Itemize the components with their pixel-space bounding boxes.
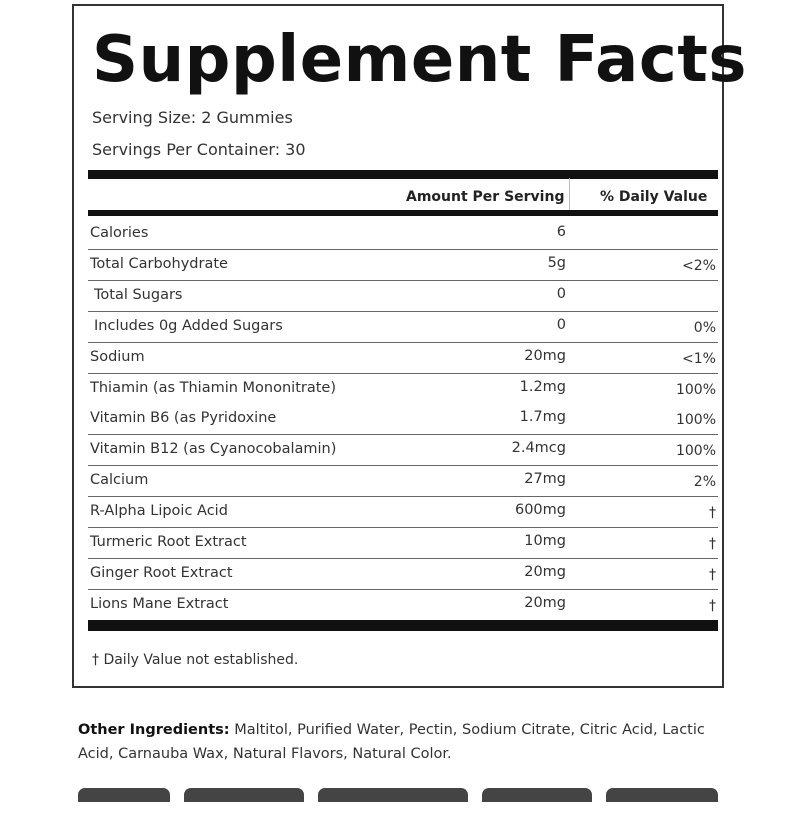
header-separator <box>569 178 570 214</box>
nutrient-name: Turmeric Root Extract <box>90 534 247 550</box>
thick-divider-top <box>88 170 718 179</box>
nutrient-amount: 0 <box>556 286 566 302</box>
table-row <box>88 374 718 405</box>
table-row <box>88 559 718 590</box>
daily-value-header: % Daily Value <box>600 189 708 205</box>
nutrient-daily-value: 0% <box>693 320 716 336</box>
thick-divider-bottom <box>88 620 718 631</box>
nutrient-name: Calories <box>90 225 149 241</box>
nutrient-daily-value: 100% <box>675 412 716 428</box>
servings-per-container: Servings Per Container: 30 <box>92 140 306 159</box>
thick-divider-header <box>88 210 718 216</box>
nutrient-amount: 5g <box>547 255 566 271</box>
table-row <box>88 343 718 374</box>
nutrient-amount: 20mg <box>524 564 566 580</box>
nutrient-name: Thiamin (as Thiamin Mononitrate) <box>90 380 336 396</box>
table-row <box>88 528 718 559</box>
nutrient-daily-value: 100% <box>675 382 716 398</box>
table-row <box>88 497 718 528</box>
nutrient-name: R-Alpha Lipoic Acid <box>90 503 228 519</box>
table-row <box>88 435 718 466</box>
other-ingredients-text: Maltitol, Purified Water, Pectin, Sodium Citrate, Citric Acid, Lactic Acid, Carnauba Wax, Natural Flavors, Natural Color. <box>78 722 705 762</box>
table-row <box>88 281 718 312</box>
panel-title: Supplement Facts <box>92 23 747 97</box>
table-row <box>88 590 718 621</box>
nutrient-name: Total Sugars <box>94 287 183 303</box>
nutrient-daily-value: † <box>709 598 716 614</box>
cropped-text-line <box>78 784 718 824</box>
nutrient-daily-value: 100% <box>675 443 716 459</box>
nutrient-name: Vitamin B6 (as Pyridoxine <box>90 410 277 426</box>
footnote: † Daily Value not established. <box>92 652 299 668</box>
nutrient-name: Total Carbohydrate <box>90 256 228 272</box>
nutrient-name: Includes 0g Added Sugars <box>94 318 283 334</box>
nutrient-amount: 20mg <box>524 348 566 364</box>
nutrient-name: Lions Mane Extract <box>90 596 229 612</box>
nutrient-daily-value: † <box>709 536 716 552</box>
nutrient-amount: 27mg <box>524 471 566 487</box>
other-ingredients-label: Other Ingredients: <box>78 722 230 738</box>
nutrient-daily-value: <2% <box>682 258 716 274</box>
nutrient-name: Sodium <box>90 349 145 365</box>
supplement-facts-panel <box>72 4 747 688</box>
nutrient-daily-value: † <box>709 505 716 521</box>
serving-size: Serving Size: 2 Gummies <box>92 108 293 127</box>
nutrient-amount: 2.4mcg <box>511 440 566 456</box>
nutrient-daily-value: † <box>709 567 716 583</box>
nutrient-amount: 0 <box>556 317 566 333</box>
other-ingredients <box>78 718 738 766</box>
nutrient-amount: 600mg <box>514 502 566 518</box>
nutrient-name: Ginger Root Extract <box>90 565 233 581</box>
nutrient-daily-value: 2% <box>693 474 716 490</box>
amount-per-serving-header: Amount Per Serving <box>406 189 565 205</box>
nutrient-amount: 1.7mg <box>519 409 566 425</box>
table-row <box>88 250 718 281</box>
nutrient-name: Calcium <box>90 472 149 488</box>
nutrient-name: Vitamin B12 (as Cyanocobalamin) <box>90 441 337 457</box>
nutrient-amount: 20mg <box>524 595 566 611</box>
table-row <box>88 404 718 435</box>
nutrient-amount: 1.2mg <box>519 379 566 395</box>
nutrient-amount: 10mg <box>524 533 566 549</box>
nutrient-daily-value: <1% <box>682 351 716 367</box>
nutrient-amount: 6 <box>556 224 566 240</box>
table-row <box>88 312 718 343</box>
table-row <box>88 219 718 250</box>
table-row <box>88 466 718 497</box>
